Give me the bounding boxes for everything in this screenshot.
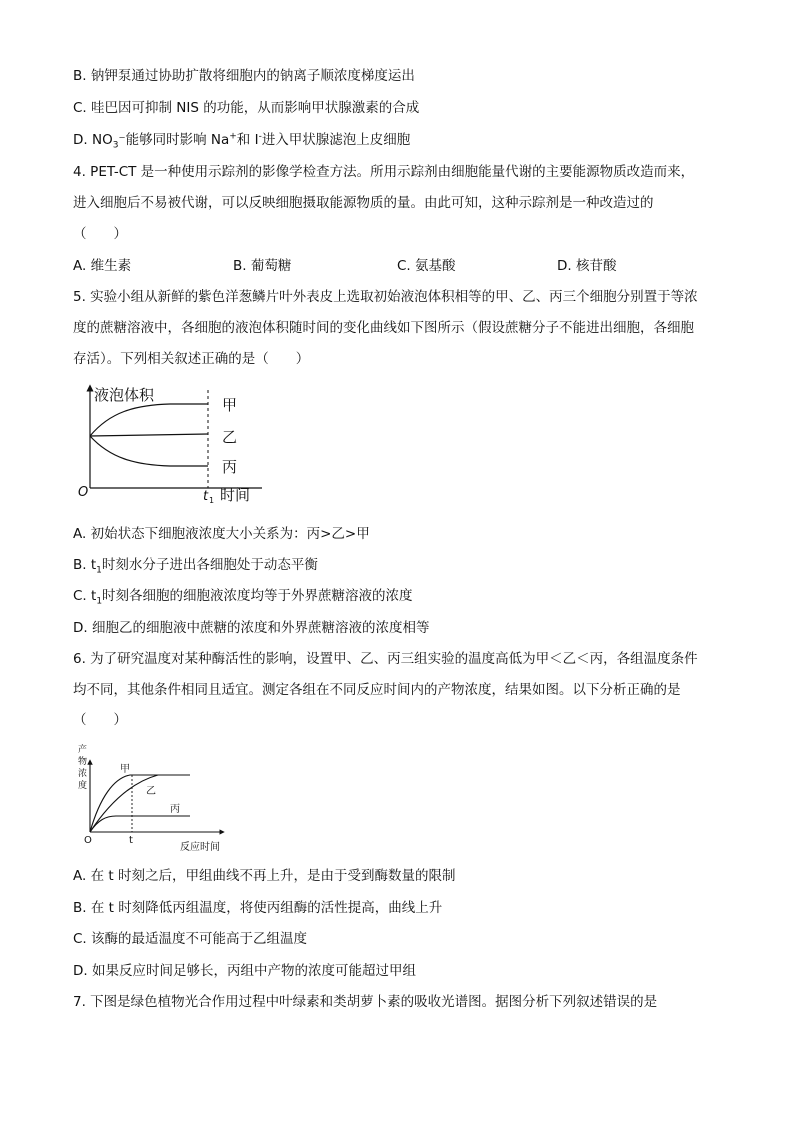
q6-curve-label-jia: 甲 <box>120 764 130 775</box>
q5-t1-label: t <box>203 489 209 504</box>
q3-option-b: B. 钠钾泵通过协助扩散将细胞内的钠离子顺浓度梯度运出 <box>73 68 415 84</box>
q4-stem-line-1: 4. PET-CT 是一种使用示踪剂的影像学检查方法。所用示踪剂由细胞能量代谢的主要能源物质改造而来， <box>73 164 695 180</box>
q5-curve-label-bing: 丙 <box>222 458 238 476</box>
q4-stem-line-2: 进入细胞后不易被代谢，可以反映细胞摄取能源物质的量。由此可知，这种示踪剂是一种改造过的 <box>73 195 654 211</box>
q4-answer-paren: （ ） <box>73 226 127 242</box>
q6-answer-paren: （ ） <box>73 712 127 728</box>
q5-curve-bing <box>90 436 208 466</box>
q5-option-d: D. 细胞乙的细胞液中蔗糖的浓度和外界蔗糖溶液的浓度相等 <box>73 620 430 636</box>
q3-option-d: D. $NO_3^-$能够同时影响 Na+和 I-进入甲状腺滤泡上皮细胞 <box>73 131 411 151</box>
q5-option-a: A. 初始状态下细胞液浓度大小关系为：丙>乙>甲 <box>73 526 370 542</box>
q6-stem-line-1: 6. 为了研究温度对某种酶活性的影响，设置甲、乙、丙三组实验的温度高低为甲＜乙＜丙，各组温度条件 <box>73 651 698 667</box>
q5-t1-subscript: 1 <box>209 496 215 505</box>
q6-y-label-char-3: 浓 <box>78 769 88 779</box>
q6-curve-label-yi: 乙 <box>146 786 156 797</box>
q5-x-axis-label: 时间 <box>220 486 251 504</box>
q4-option-c: C. 氨基酸 <box>397 258 456 274</box>
q6-origin-label: O <box>84 835 92 846</box>
q5-stem-line-1: 5. 实验小组从新鲜的紫色洋葱鳞片叶外表皮上选取初始液泡体积相等的甲、乙、丙三个细胞分别置于等浓 <box>73 289 698 305</box>
q5-option-c: C. $t_1$时刻各细胞的细胞液浓度均等于外界蔗糖溶液的浓度 <box>73 588 413 607</box>
q5-curve-yi <box>90 434 208 436</box>
q6-y-label-char-2: 物 <box>78 757 88 767</box>
q5-curve-label-yi: 乙 <box>222 428 238 446</box>
q4-option-a: A. 维生素 <box>73 258 132 274</box>
q6-y-label-char-4: 度 <box>78 781 88 791</box>
q6-product-concentration-figure <box>72 742 232 854</box>
q5-stem-line-3: 存活）。下列相关叙述正确的是（ ） <box>73 351 310 367</box>
q4-option-d: D. 核苷酸 <box>557 258 617 274</box>
q7-stem-line-1: 7. 下图是绿色植物光合作用过程中叶绿素和类胡萝卜素的吸收光谱图。据图分析下列叙述错误的是 <box>73 994 658 1010</box>
q5-y-axis-label: 液泡体积 <box>94 386 155 404</box>
q5-curve-jia <box>90 404 208 436</box>
q5-stem-line-2: 度的蔗糖溶液中，各细胞的液泡体积随时间的变化曲线如下图所示（假设蔗糖分子不能进出细胞，各细胞 <box>73 320 694 336</box>
q6-curve-label-bing: 丙 <box>170 804 180 815</box>
q6-curve-bing <box>90 816 190 832</box>
q3-option-c: C. 哇巴因可抑制 NIS 的功能，从而影响甲状腺激素的合成 <box>73 100 420 116</box>
q6-x-axis-label: 反应时间 <box>180 842 220 853</box>
q6-option-d: D. 如果反应时间足够长，丙组中产物的浓度可能超过甲组 <box>73 963 416 979</box>
q6-option-a: A. 在 t 时刻之后，甲组曲线不再上升，是由于受到酶数量的限制 <box>73 868 456 884</box>
q5-option-b: B. $t_1$时刻水分子进出各细胞处于动态平衡 <box>73 557 318 576</box>
q5-vacuole-volume-figure <box>70 380 270 505</box>
q6-option-b: B. 在 t 时刻降低丙组温度，将使丙组酶的活性提高，曲线上升 <box>73 900 443 916</box>
q6-y-label-char-1: 产 <box>78 745 88 755</box>
q5-origin-label: O <box>78 485 89 500</box>
q6-option-c: C. 该酶的最适温度不可能高于乙组温度 <box>73 931 308 947</box>
q4-option-b: B. 葡萄糖 <box>233 258 292 274</box>
q5-curve-label-jia: 甲 <box>222 396 238 414</box>
q6-stem-line-2: 均不同，其他条件相同且适宜。测定各组在不同反应时间内的产物浓度，结果如图。以下分析正确的是 <box>73 682 681 698</box>
q6-t-label: t <box>129 835 133 846</box>
